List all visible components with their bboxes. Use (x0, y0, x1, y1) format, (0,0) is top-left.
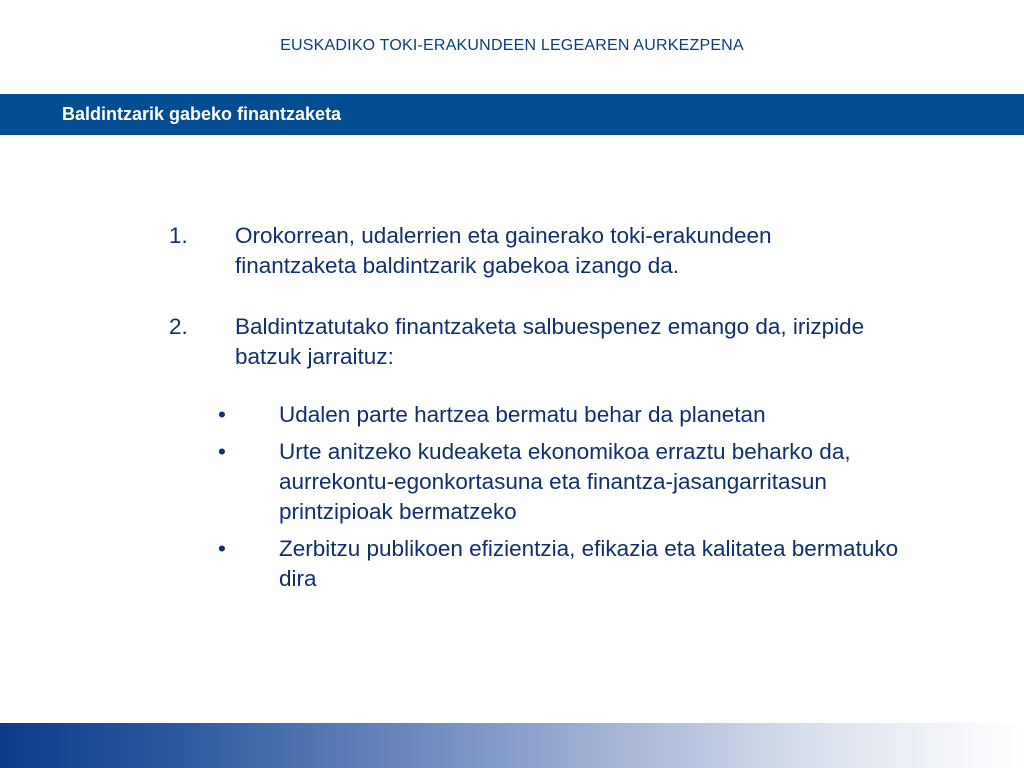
item-text: Baldintzatutako finantzaketa salbuespenez emango da, irizpide batzuk jarraituz: (235, 314, 865, 369)
bullet-text: Zerbitzu publikoen efizientzia, efikazia eta kalitatea bermatuko dira (279, 536, 899, 591)
bullet-dot-icon: • (218, 536, 226, 561)
slide-content (0, 221, 1024, 601)
bullet-list (0, 400, 1024, 594)
numbered-item (0, 312, 1024, 372)
bullet-item (0, 400, 1024, 430)
bullet-item (0, 437, 1024, 527)
footer-gradient-bar (0, 723, 1024, 768)
bullet-text: Udalen parte hartzea bermatu behar da planetan (279, 402, 766, 427)
item-text: Orokorrean, udalerrien eta gainerako toki-erakundeen finantzaketa baldintzarik gabekoa izango da. (235, 223, 772, 278)
numbered-item (0, 221, 1024, 281)
item-number: 1. (169, 223, 188, 248)
page-title: EUSKADIKO TOKI-ERAKUNDEEN LEGEAREN AURKEZPENA (280, 37, 744, 54)
section-title: Baldintzarik gabeko finantzaketa (62, 104, 342, 124)
bullet-dot-icon: • (218, 402, 226, 427)
bullet-dot-icon: • (218, 439, 226, 464)
item-number: 2. (169, 314, 188, 339)
bullet-item (0, 534, 1024, 594)
section-header-bar (0, 94, 1024, 135)
bullet-text: Urte anitzeko kudeaketa ekonomikoa erraztu beharko da, aurrekontu-egonkortasuna eta finantza-jasangarritasun printzipioak bermatzeko (279, 439, 851, 524)
